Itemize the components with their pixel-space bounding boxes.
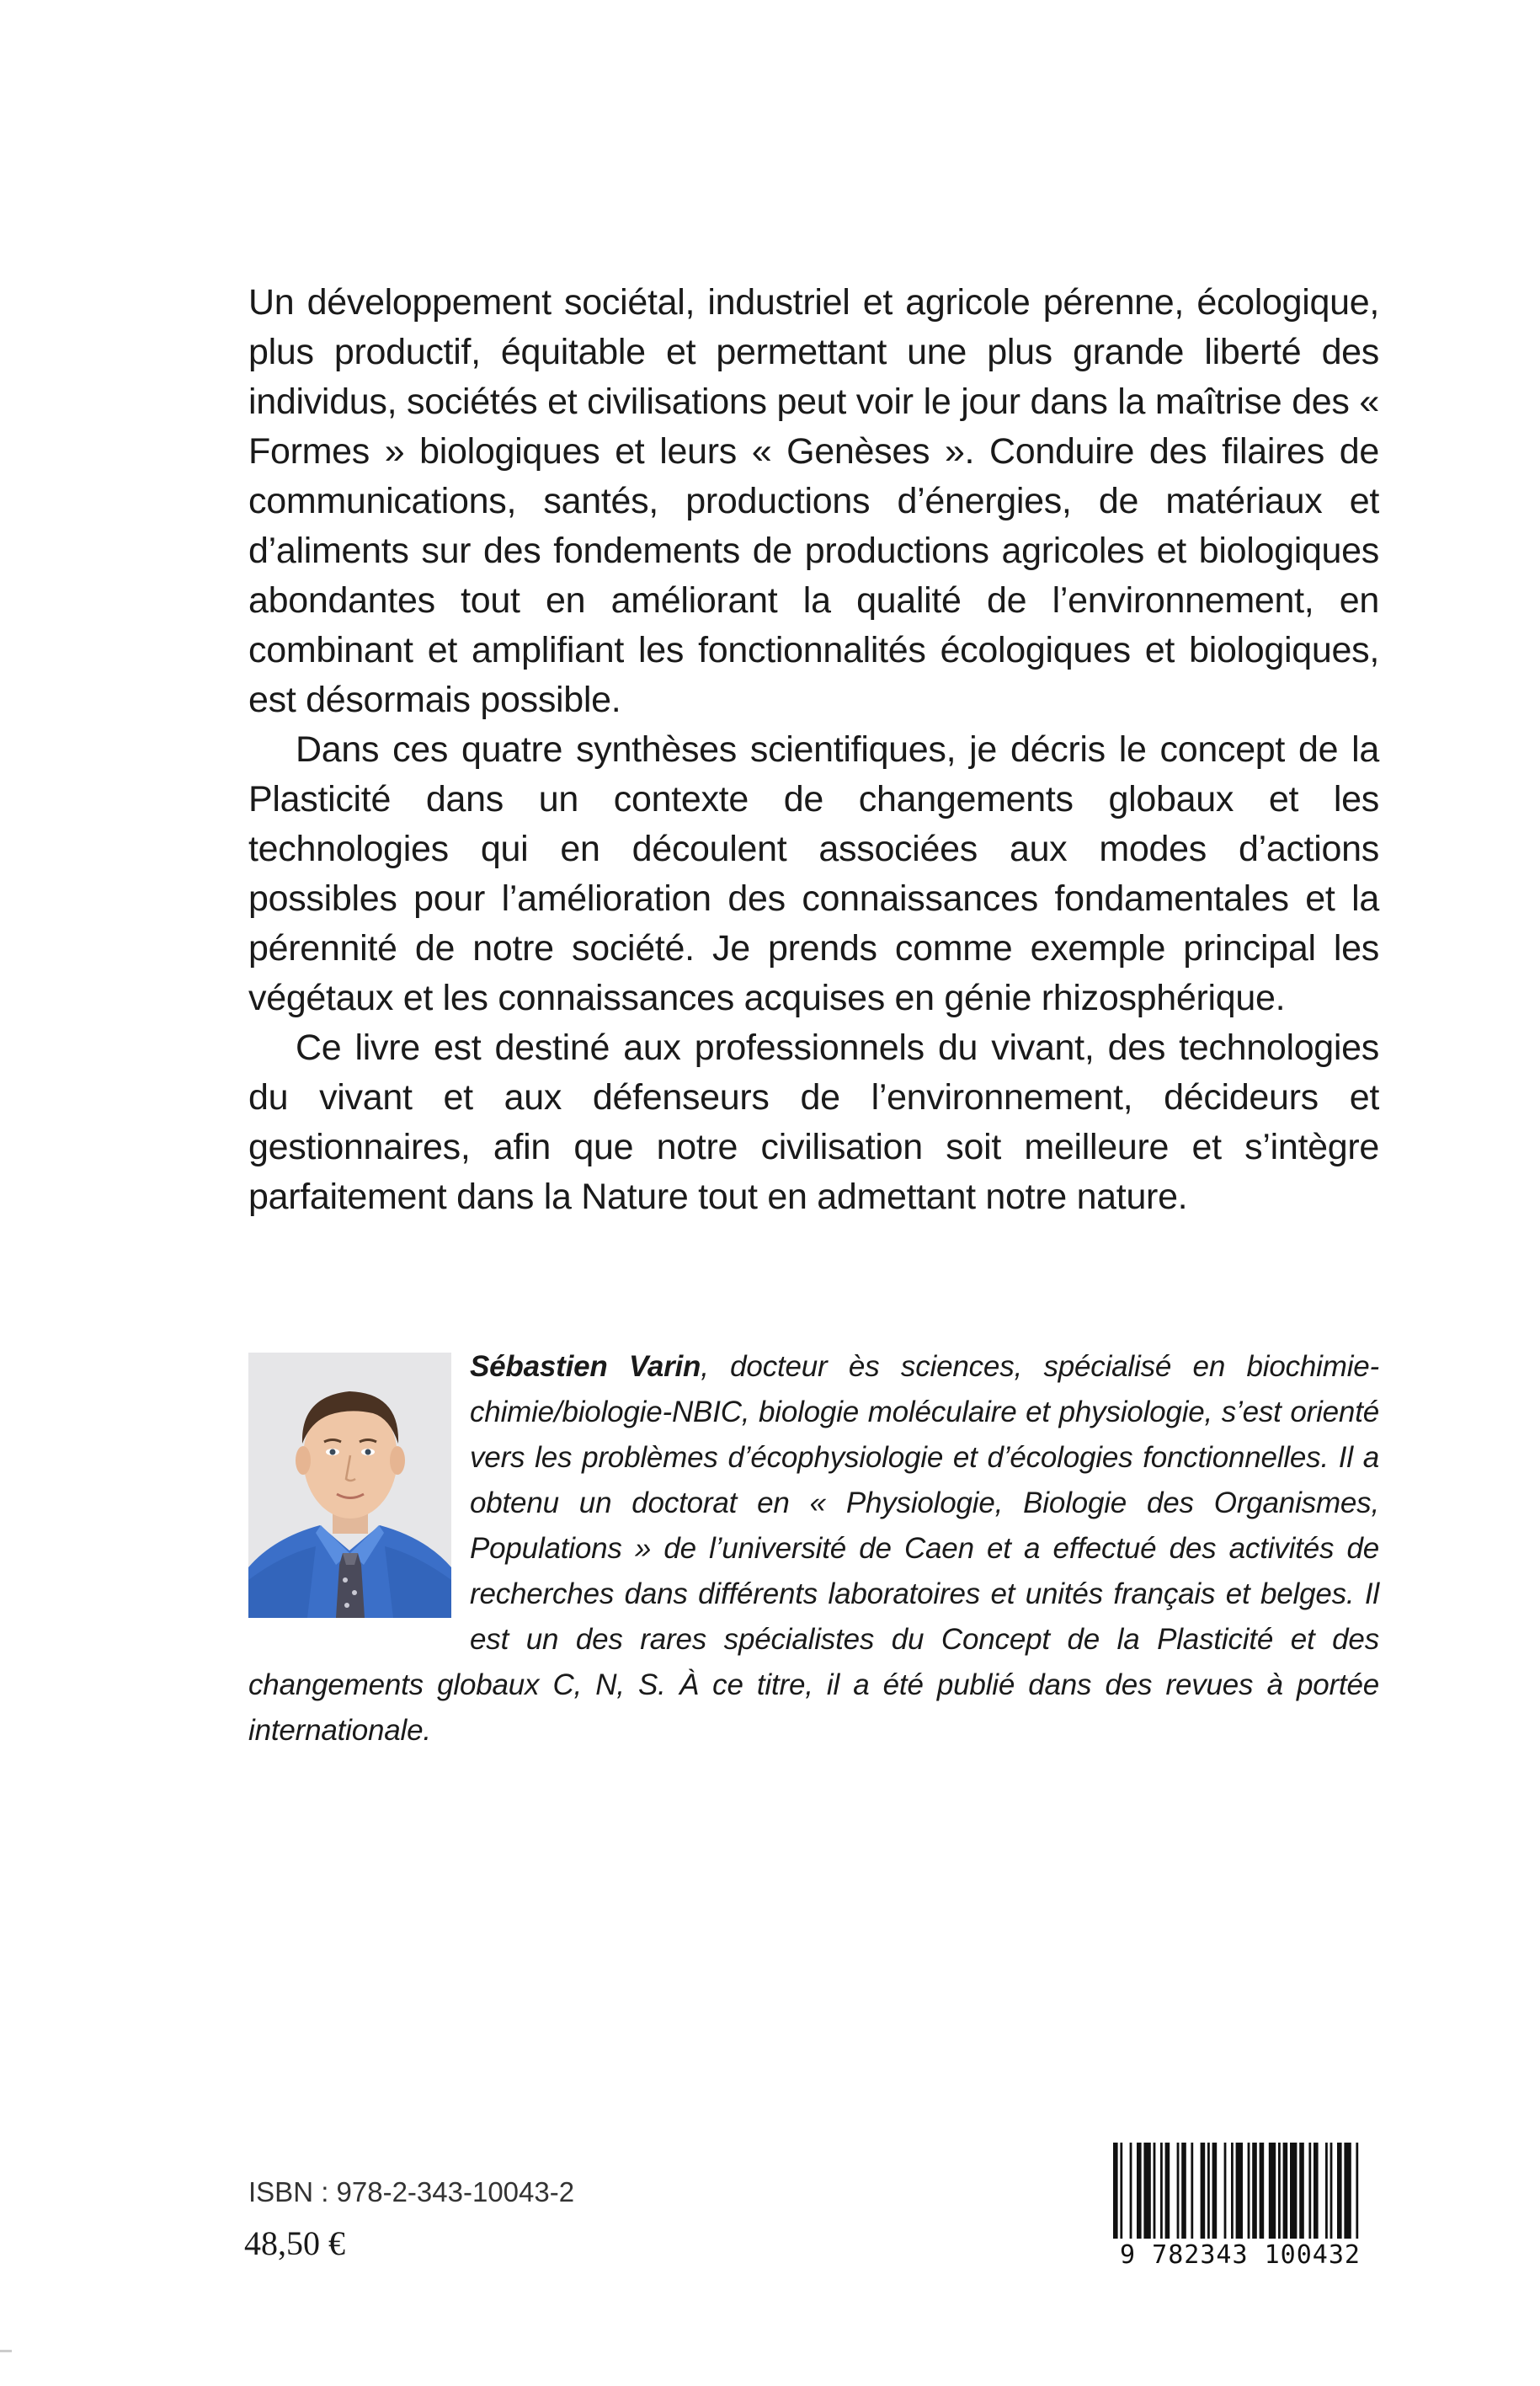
barcode-bar [1154, 2143, 1156, 2239]
barcode-bar [1260, 2143, 1265, 2239]
barcode-bar [1308, 2143, 1311, 2239]
barcode-bar [1165, 2143, 1170, 2239]
barcode-bar [1212, 2143, 1218, 2239]
barcode-bar [1337, 2143, 1342, 2239]
barcode-bar [1344, 2143, 1351, 2239]
barcode-bar [1191, 2143, 1193, 2239]
isbn: ISBN : 978-2-343-10043-2 [248, 2176, 575, 2207]
barcode-bar [1356, 2143, 1358, 2239]
barcode-bar [1252, 2143, 1257, 2239]
author-photo-illustration [248, 1353, 451, 1618]
author-section [248, 1344, 1379, 1753]
trim-mark [0, 2350, 12, 2352]
back-cover-summary [248, 278, 1379, 1222]
barcode-digits: 9 782343 100432 [1120, 2240, 1361, 2270]
barcode-bar [1113, 2143, 1118, 2239]
barcode-bar [1177, 2143, 1180, 2239]
barcode-bar [1120, 2143, 1122, 2239]
barcode-bar [1314, 2143, 1319, 2239]
barcode-bar [1201, 2143, 1206, 2239]
barcode-bar [1278, 2143, 1281, 2239]
summary-paragraph-1: Un développement sociétal, industriel et agricole pérenne, écologique, plus productif, équitable et permettant une plus grande liberté des individus, sociétés et civilisations peut voir le jour dans la maîtrise des « Formes » biologiques et leurs « Genèses ». Conduire des filaires de communications, santés, productions d’énergies, de matériaux et d’aliments sur des fondements de productions agricoles et biologiques abondantes tout en améliorant la qualité de l’environnement, en combinant et amplifiant les fonctionnalités écologiques et biologiques, est désormais possible. [248, 282, 1379, 720]
barcode-bar [1137, 2143, 1142, 2239]
barcode-bar [1181, 2143, 1186, 2239]
price: 48,50 € [244, 2224, 345, 2262]
barcode-bars [1101, 2139, 1379, 2242]
barcode-bar [1248, 2143, 1250, 2239]
barcode-bar [1143, 2143, 1150, 2239]
barcode-bar [1325, 2143, 1328, 2239]
barcode-bar [1330, 2143, 1333, 2239]
barcode-bar [1269, 2143, 1276, 2239]
summary-paragraph-2: Dans ces quatre synthèses scientifiques, je décris le concept de la Plasticité dans un contexte de changements globaux et les technologies qui en découlent associées aux modes d’actions possibles pour l’amélioration des connaissances fondamentales et la pérennité de notre société. Je prends comme exemple principal les végétaux et les connaissances acquises en génie rhizosphérique. [248, 729, 1379, 1018]
barcode-bar [1283, 2143, 1288, 2239]
summary-paragraph-3: Ce livre est destiné aux professionnels du vivant, des technologies du vivant et aux défenseurs de l’environnement, décideurs et gestionnaires, afin que notre civilisation soit meilleure et s’intègre parfaitement dans la Nature tout en admettant notre nature. [248, 1028, 1379, 1217]
barcode-bar [1130, 2143, 1132, 2239]
barcode-bar [1224, 2143, 1227, 2239]
author-portrait [248, 1353, 451, 1618]
barcode-bar [1231, 2143, 1234, 2239]
barcode [1101, 2139, 1379, 2274]
barcode-bar [1160, 2143, 1163, 2239]
barcode-bar [1207, 2143, 1210, 2239]
barcode-bar [1290, 2143, 1297, 2239]
author-bio-text: , docteur ès sciences, spécialisé en biochimie-chimie/biologie-NBIC, biologie moléculaire et physiologie, s’est orienté vers les problèmes d’écophysiologie et d’écologies fonctionnelles. Il a obtenu un doctorat en « Physiologie, Biologie des Organismes, Populations » de l’université de Caen et a effectué des activités de recherches dans différents laboratoires et unités français et belges. Il est un des rares spécialistes du Concept de la Plasticité et des changements globaux C, N, S. À ce titre, il a été publié dans des revues à portée internationale. [248, 1350, 1380, 1747]
barcode-bar [1236, 2143, 1243, 2239]
barcode-bar [1299, 2143, 1304, 2239]
author-name: Sébastien Varin [470, 1350, 701, 1383]
